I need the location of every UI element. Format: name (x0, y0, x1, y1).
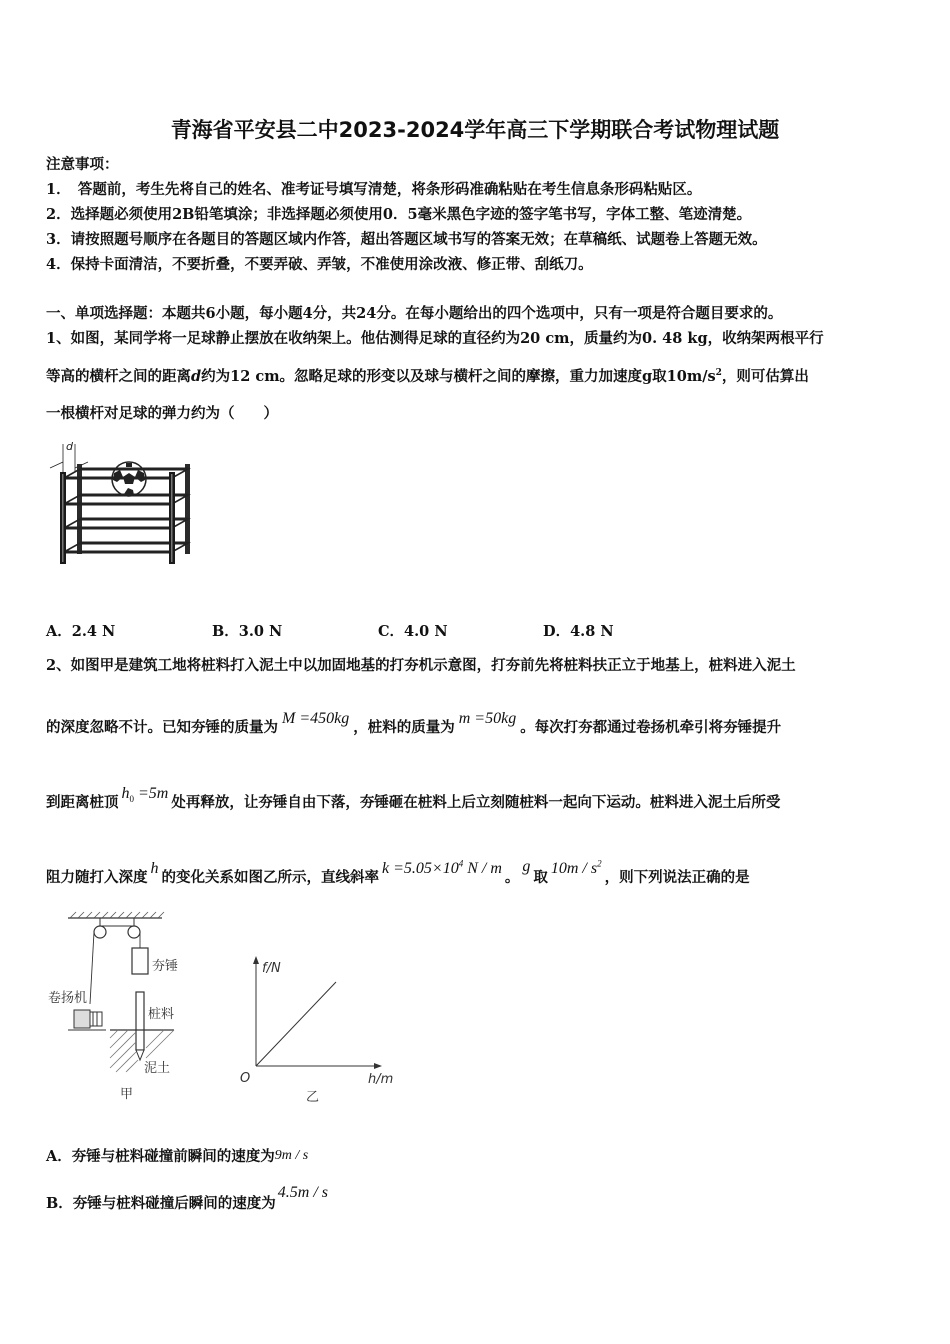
svg-text:泥土: 泥土 (144, 1061, 171, 1076)
section-heading: 一、单项选择题：本题共6小题，每小题4分，共24分。在每小题给出的四个选项中，只有一项是符合题目要求的。 (46, 305, 783, 322)
d-label: d (66, 440, 73, 453)
q2-line-3: 到距离桩顶$h_0 =5m$处再释放，让夯锤自由下落，夯锤砸在桩料上后立刻随桩料一起向下运动。桩料进入泥土后所受 (46, 785, 781, 811)
pile-icon (136, 992, 144, 1050)
q1-option-a[interactable]: A．2.4 N (46, 623, 116, 640)
force-depth-graph (232, 952, 402, 1104)
notice-heading: 注意事项： (46, 156, 119, 173)
notice-item-1: 1． 答题前，考生先将自己的姓名、准考证号填写清楚，将条形码准确粘贴在考生信息条形码粘贴区。 (46, 181, 702, 198)
svg-text:f/N: f/N (262, 961, 281, 976)
svg-text:h/m: h/m (368, 1072, 394, 1087)
q1-line-3: 一根横杆对足球的弹力约为（ ） (46, 405, 278, 422)
notice-item-4: 4．保持卡面清洁，不要折叠，不要弄破、弄皱，不准使用涂改液、修正带、刮纸刀。 (46, 256, 593, 273)
q2-option-a[interactable]: A．夯锤与桩料碰撞前瞬间的速度为9m / s (46, 1148, 309, 1165)
notice-item-2: 2．选择题必须使用2B铅笔填涂；非选择题必须使用0．5毫米黑色字迹的签字笔书写，字体工整、笔迹清楚。 (46, 206, 752, 223)
q2-line-4: 阻力随打入深度h的变化关系如图乙所示，直线斜率$k =5.05\times 10^4$ N / m。g取$10m / s^2$，则下列说法正确的是 (46, 858, 750, 886)
winch-icon (74, 1010, 90, 1028)
shoe-rack-figure (44, 436, 204, 568)
q1-line-1: 1、如图，某同学将一足球静止摆放在收纳架上。他估测得足球的直径约为20 cm，质量约为0. 48 kg，收纳架两根平行 (46, 330, 824, 347)
svg-text:夯锤: 夯锤 (152, 959, 179, 974)
q1-option-d[interactable]: D．4.8 N (543, 623, 614, 640)
q2-option-b[interactable]: B．夯锤与桩料碰撞后瞬间的速度为4.5m / s (46, 1184, 328, 1212)
pile-driver-figure (44, 908, 204, 1108)
svg-text:卷扬机: 卷扬机 (48, 991, 88, 1006)
svg-text:O: O (240, 1071, 251, 1086)
q2-line-1: 2、如图甲是建筑工地将桩料打入泥土中以加固地基的打夯机示意图，打夯前先将桩料扶正立于地基上，桩料进入泥土 (46, 657, 796, 674)
q1-option-b[interactable]: B．3.0 N (212, 623, 283, 640)
pulley-icon (94, 926, 106, 938)
svg-text:甲: 甲 (120, 1087, 134, 1102)
svg-text:桩料: 桩料 (148, 1007, 175, 1022)
q1-option-c[interactable]: C．4.0 N (378, 623, 448, 640)
q2-line-2: 的深度忽略不计。已知夯锤的质量为M =450kg，桩料的质量为m =50kg。每次打夯都通过卷扬机牵引将夯锤提升 (46, 710, 782, 736)
notice-item-3: 3．请按照题号顺序在各题目的答题区域内作答，超出答题区域书写的答案无效；在草稿纸、试题卷上答题无效。 (46, 231, 767, 248)
q1-line-2: 等高的横杆之间的距离d约为12 cm。忽略足球的形变以及球与横杆之间的摩擦，重力加速度g取$10m/s^2$，则可估算出 (46, 368, 809, 385)
hammer-icon (132, 948, 148, 974)
pulley-icon (128, 926, 140, 938)
page-title: 青海省平安县二中2023-2024学年高三下学期联合考试物理试题 (170, 118, 780, 142)
svg-text:乙: 乙 (306, 1090, 320, 1104)
